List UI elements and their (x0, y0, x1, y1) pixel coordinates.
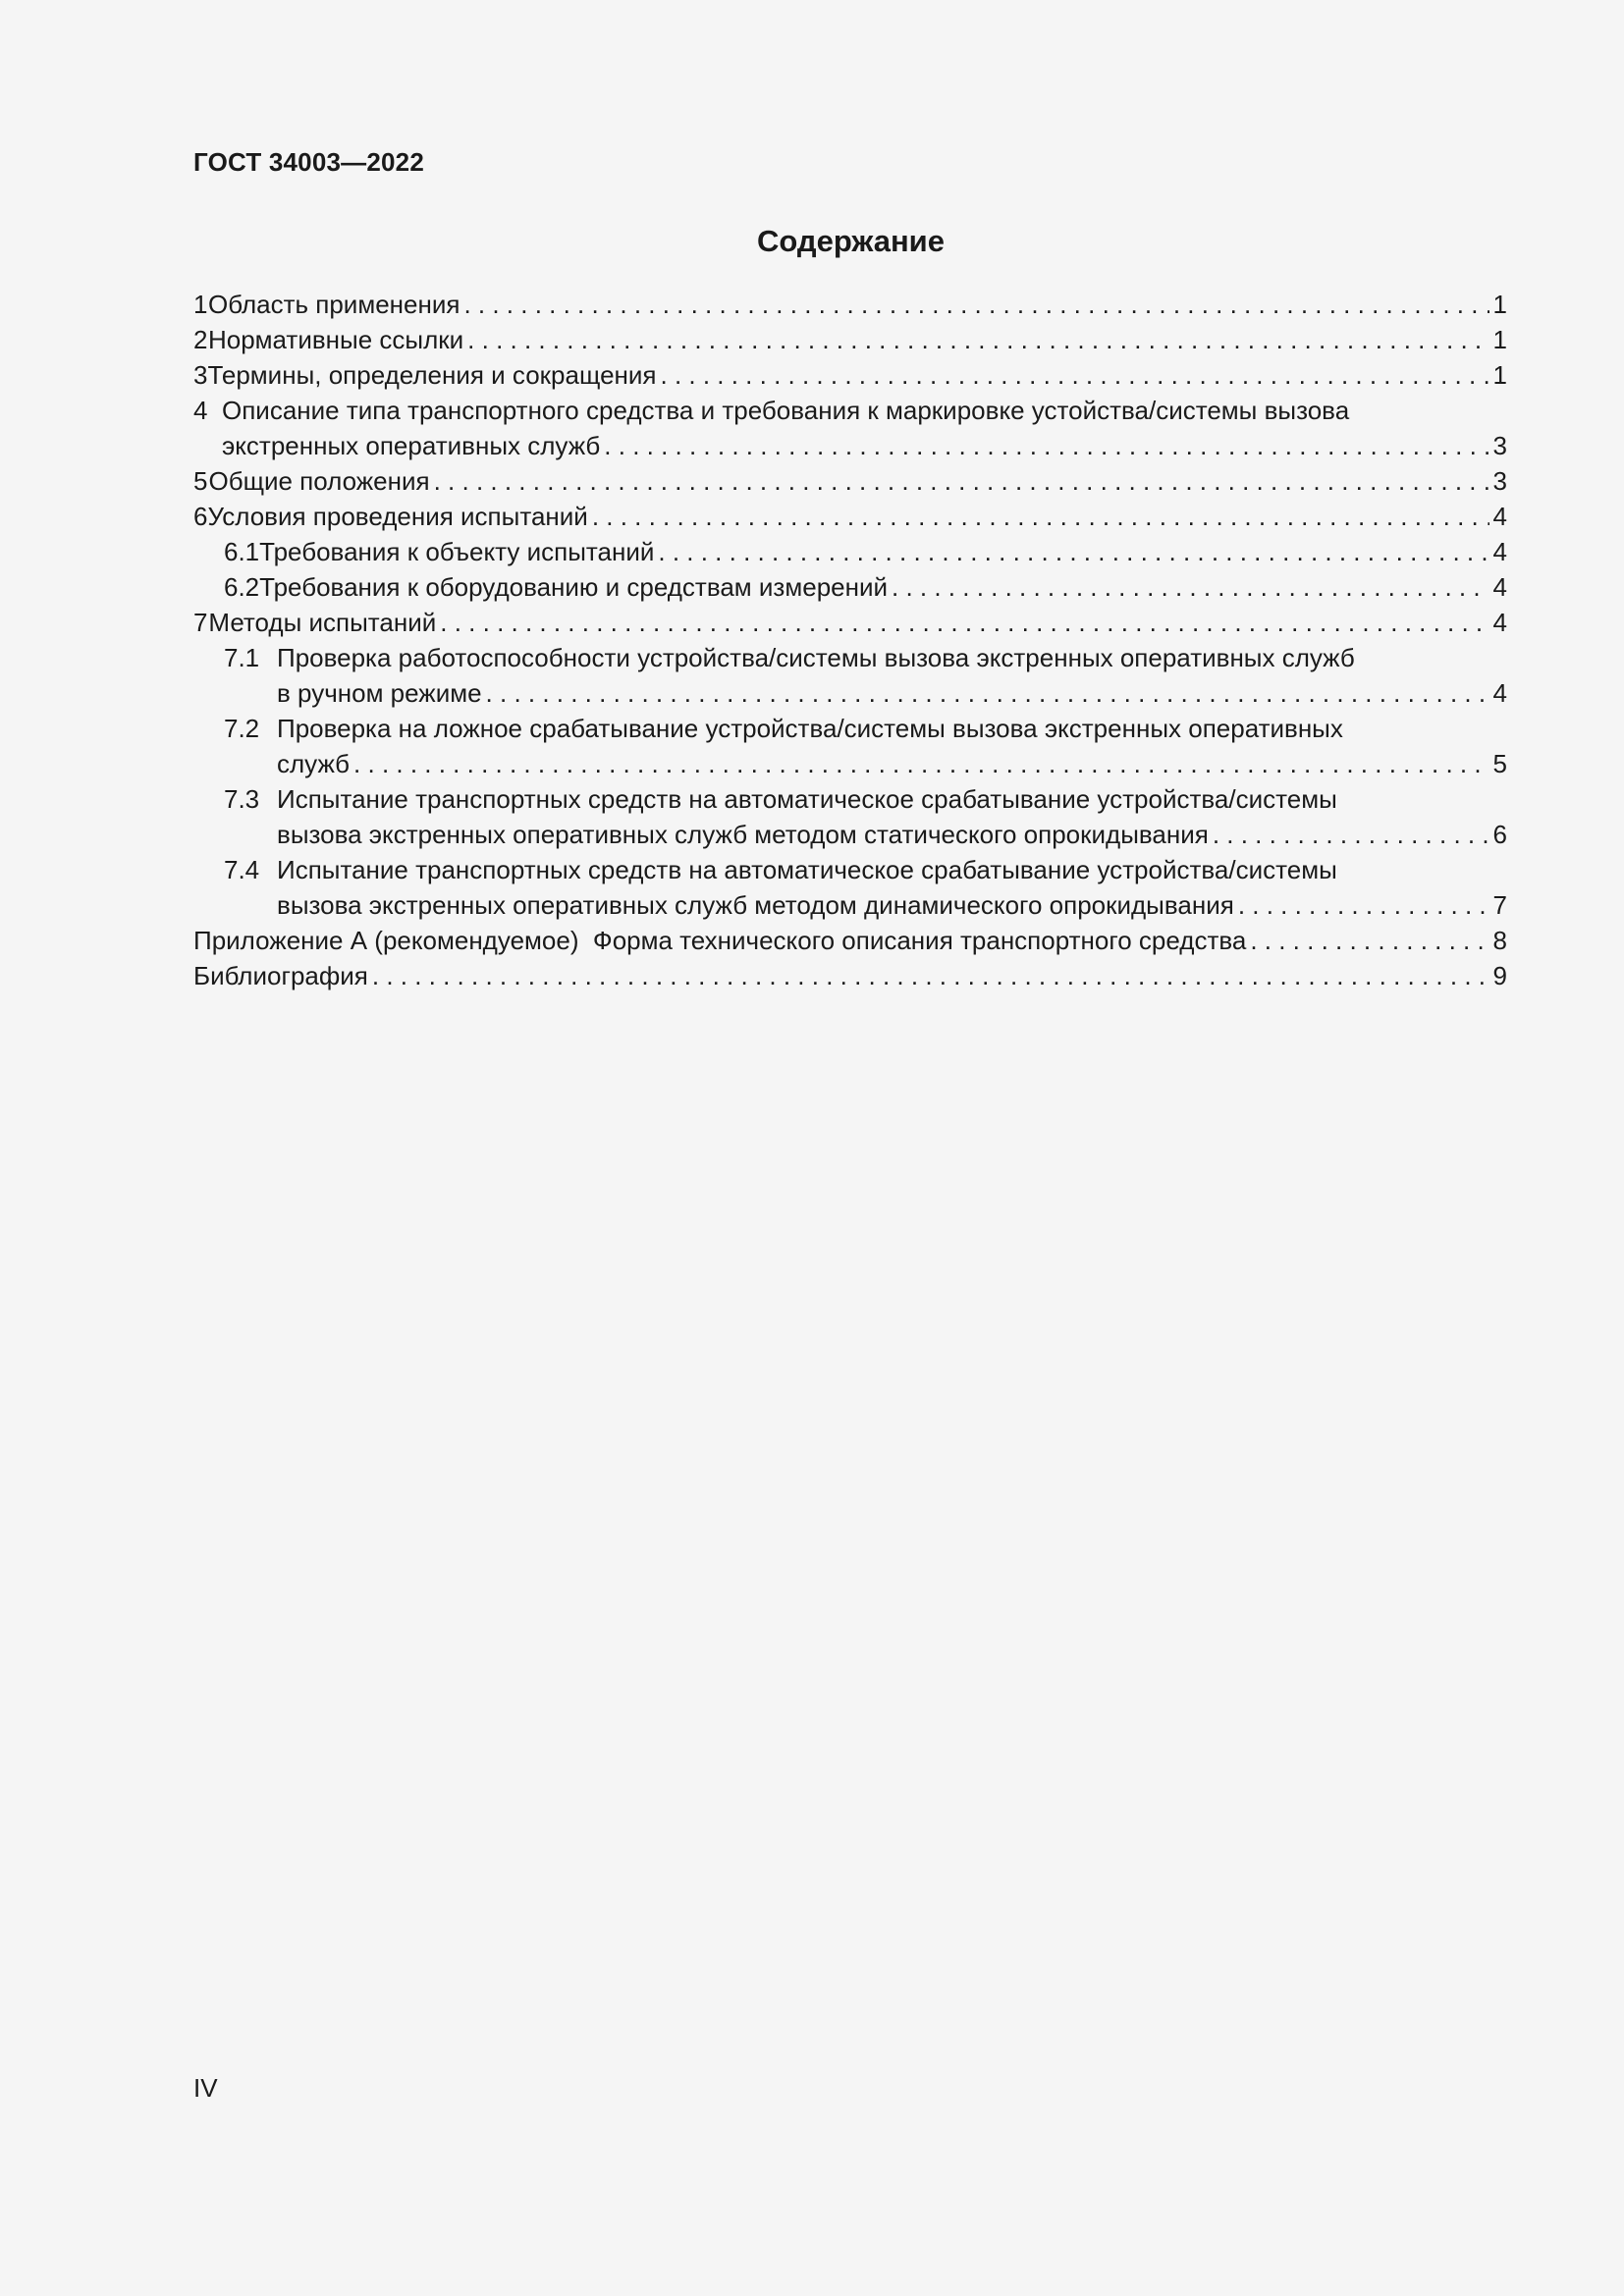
dot-leader (592, 499, 1489, 534)
toc-entry-page: 3 (1492, 466, 1507, 496)
toc-entry-text: Требования к оборудованию и средствам измерений (259, 572, 889, 602)
dot-leader (467, 322, 1489, 357)
toc-entry-text-line2: вызова экстренных оперативных служб методом статического опрокидывания (277, 820, 1209, 849)
toc-entry-number: 6.2 (224, 572, 260, 602)
toc-entry-text: Методы испытаний (208, 608, 437, 637)
toc-entry-page: 4 (1492, 537, 1507, 566)
dot-leader (892, 569, 1489, 605)
toc-entry-text-line2: экстренных оперативных служб (222, 431, 601, 460)
toc-entry-page: 4 (1492, 678, 1507, 708)
toc-entry-text: Общие положения (208, 466, 430, 496)
dot-leader (661, 357, 1489, 393)
toc-entry-7[interactable] (193, 605, 1507, 640)
toc-entry-bibliography[interactable] (193, 958, 1507, 993)
toc-title: Содержание (757, 224, 945, 258)
toc-entry-page: 1 (1492, 290, 1507, 319)
toc-entry-number: 1 (193, 290, 208, 319)
toc-entry-text-line2: вызова экстренных оперативных служб методом динамического опрокидывания (277, 890, 1234, 920)
toc-entry-page: 8 (1492, 926, 1507, 955)
toc-entry-7-2[interactable] (193, 711, 1507, 781)
toc-entry-number: 6 (193, 502, 208, 531)
toc-entry-text-line2: в ручном режиме (277, 678, 482, 708)
dot-leader (658, 534, 1489, 569)
toc-entry-text: Требования к объекту испытаний (259, 537, 655, 566)
toc-entry-page: 1 (1492, 360, 1507, 390)
document-code: ГОСТ 34003—2022 (193, 147, 424, 177)
toc-entry-7-4[interactable] (193, 852, 1507, 923)
dot-leader (434, 463, 1489, 499)
toc-entry-6[interactable] (193, 499, 1507, 534)
toc-entry-text-line1: Описание типа транспортного средства и требования к маркировке устойства/системы вызова (222, 396, 1350, 425)
toc-entry-page: 3 (1492, 431, 1507, 460)
toc-entry-text-line1: Проверка на ложное срабатывание устройства/системы вызова экстренных оперативных (277, 714, 1343, 743)
toc-entry-3[interactable] (193, 357, 1507, 393)
page-number: IV (193, 2073, 218, 2103)
toc-entry-text-line1: Испытание транспортных средств на автоматическое срабатывание устройства/системы (277, 855, 1337, 884)
toc-entry-appendix-a[interactable] (193, 923, 1507, 958)
toc-entry-page: 4 (1492, 572, 1507, 602)
toc-entry-6-2[interactable] (193, 569, 1507, 605)
toc-entry-text: Библиография (193, 961, 368, 990)
dot-leader (486, 675, 1489, 711)
toc-entry-text-line1: Испытание транспортных средств на автоматическое срабатывание устройства/системы (277, 784, 1337, 814)
dot-leader (1238, 887, 1489, 923)
toc-entry-text: Термины, определения и сокращения (207, 360, 657, 390)
toc-entry-text: Область применения (208, 290, 460, 319)
toc-entry-page: 1 (1492, 325, 1507, 354)
toc-entry-text: Условия проведения испытаний (207, 502, 588, 531)
dot-leader (1250, 923, 1489, 958)
table-of-contents (193, 287, 1507, 993)
toc-entry-4[interactable] (193, 393, 1507, 463)
toc-entry-number: 7.2 (224, 714, 260, 743)
toc-entry-page: 9 (1492, 961, 1507, 990)
toc-entry-7-1[interactable] (193, 640, 1507, 711)
toc-entry-number: 5 (193, 466, 208, 496)
toc-entry-number: 3 (193, 360, 208, 390)
toc-entry-1[interactable] (193, 287, 1507, 322)
toc-entry-page: 6 (1492, 820, 1507, 849)
toc-entry-2[interactable] (193, 322, 1507, 357)
dot-leader (463, 287, 1489, 322)
toc-entry-number: 7.1 (224, 643, 260, 672)
dot-leader (1213, 817, 1489, 852)
toc-entry-text-line1: Проверка работоспособности устройства/системы вызова экстренных оперативных служб (277, 643, 1355, 672)
toc-entry-7-3[interactable] (193, 781, 1507, 852)
toc-entry-text-line2: служб (277, 749, 351, 778)
toc-entry-text: Нормативные ссылки (207, 325, 464, 354)
toc-entry-number: 7.3 (224, 784, 260, 814)
toc-entry-page: 5 (1492, 749, 1507, 778)
toc-entry-page: 7 (1492, 890, 1507, 920)
toc-entry-number: 4 (193, 396, 208, 425)
toc-entry-6-1[interactable] (193, 534, 1507, 569)
dot-leader (372, 958, 1489, 993)
toc-entry-number: 7.4 (224, 855, 260, 884)
dot-leader (604, 428, 1489, 463)
toc-entry-page: 4 (1492, 608, 1507, 637)
dot-leader (440, 605, 1489, 640)
toc-entry-number: 6.1 (224, 537, 260, 566)
toc-entry-number: 2 (193, 325, 208, 354)
toc-entry-number: 7 (193, 608, 208, 637)
toc-entry-text: Приложение А (рекомендуемое) Форма технического описания транспортного средства (193, 926, 1247, 955)
toc-entry-page: 4 (1492, 502, 1507, 531)
toc-entry-5[interactable] (193, 463, 1507, 499)
dot-leader (353, 746, 1489, 781)
